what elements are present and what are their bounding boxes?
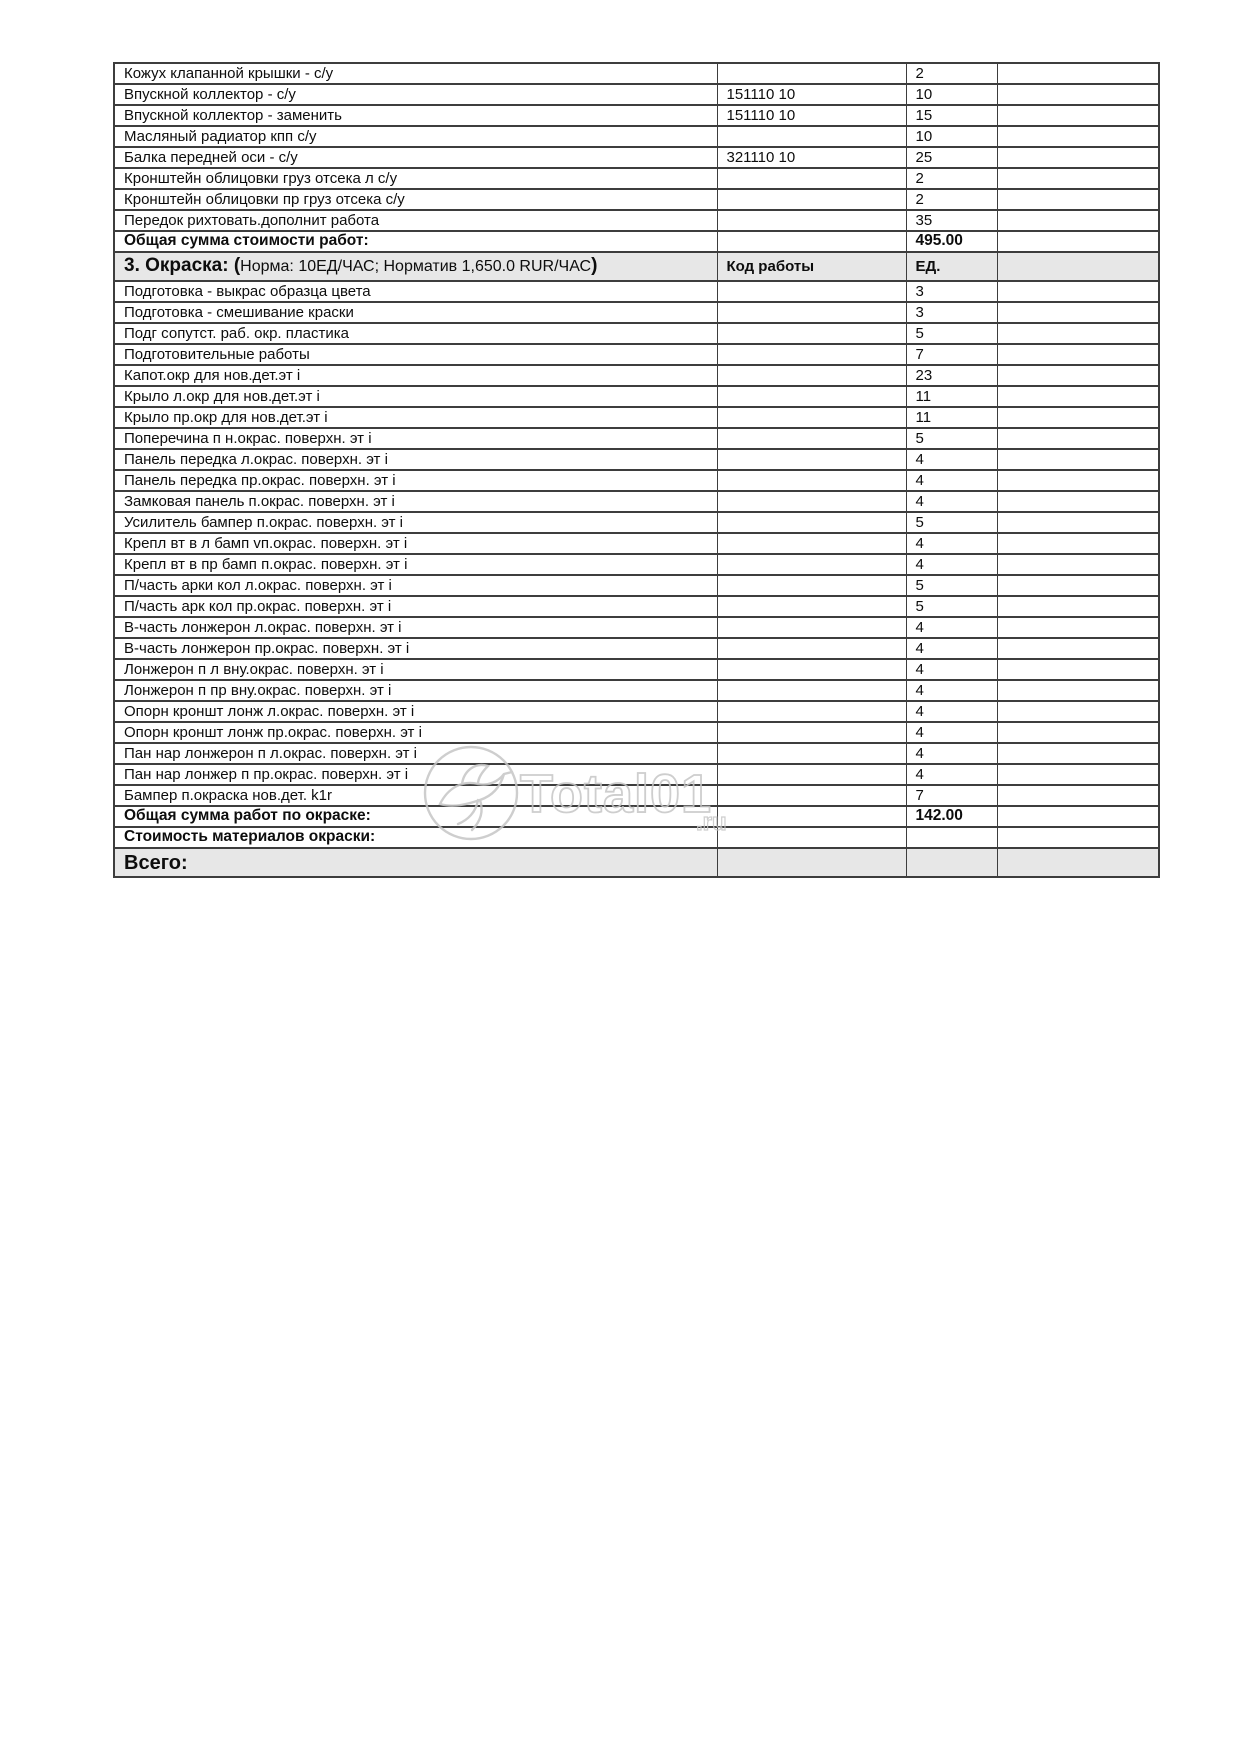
table-row — [114, 764, 1159, 785]
work-description-cell: Пан нар лонжер п пр.окрас. поверхн. эт i — [114, 764, 717, 785]
table-row — [114, 168, 1159, 189]
work-units-cell: 11 — [906, 407, 997, 428]
paint-total-extra-cell — [997, 806, 1159, 827]
work-extra-cell — [997, 386, 1159, 407]
extra-column-header — [997, 252, 1159, 281]
work-extra-cell — [997, 659, 1159, 680]
work-code-cell — [717, 126, 906, 147]
works-total-extra-cell — [997, 231, 1159, 252]
grand-total-extra-cell — [997, 848, 1159, 877]
work-extra-cell — [997, 105, 1159, 126]
work-code-cell — [717, 189, 906, 210]
work-code-cell — [717, 491, 906, 512]
table-row — [114, 302, 1159, 323]
work-units-cell: 4 — [906, 701, 997, 722]
work-description-cell: Замковая панель п.окрас. поверхн. эт i — [114, 491, 717, 512]
work-extra-cell — [997, 147, 1159, 168]
work-units-cell: 4 — [906, 638, 997, 659]
work-extra-cell — [997, 323, 1159, 344]
work-description-cell: Опорн кроншт лонж л.окрас. поверхн. эт i — [114, 701, 717, 722]
work-description-cell: Панель передка пр.окрас. поверхн. эт i — [114, 470, 717, 491]
work-units-cell: 4 — [906, 617, 997, 638]
table-row — [114, 84, 1159, 105]
work-extra-cell — [997, 638, 1159, 659]
paint-materials-value — [906, 827, 997, 848]
work-units-cell: 25 — [906, 147, 997, 168]
work-description-cell: П/часть арк кол пр.окрас. поверхн. эт i — [114, 596, 717, 617]
table-row — [114, 722, 1159, 743]
work-code-cell — [717, 743, 906, 764]
work-code-cell — [717, 302, 906, 323]
work-code-cell — [717, 785, 906, 806]
table-row — [114, 512, 1159, 533]
watermark-text: Total01 — [520, 764, 713, 824]
work-description-cell: Впускной коллектор - заменить — [114, 105, 717, 126]
work-code-cell — [717, 659, 906, 680]
work-extra-cell — [997, 722, 1159, 743]
units-column-header: ЕД. — [906, 252, 997, 281]
work-extra-cell — [997, 554, 1159, 575]
paint-section-title — [114, 252, 717, 281]
work-extra-cell — [997, 470, 1159, 491]
works-total-label: Общая сумма стоимости работ: — [114, 231, 717, 252]
work-units-cell: 3 — [906, 302, 997, 323]
work-extra-cell — [997, 84, 1159, 105]
work-code-cell — [717, 168, 906, 189]
work-units-cell: 4 — [906, 554, 997, 575]
work-extra-cell — [997, 449, 1159, 470]
work-units-cell: 4 — [906, 743, 997, 764]
work-code-cell: 151110 10 — [717, 84, 906, 105]
work-description-cell: Капот.окр для нов.дет.эт i — [114, 365, 717, 386]
paint-materials-code-cell — [717, 827, 906, 848]
table-row — [114, 659, 1159, 680]
work-units-cell: 3 — [906, 281, 997, 302]
grand-total-value — [906, 848, 997, 877]
work-description-cell: В-часть лонжерон л.окрас. поверхн. эт i — [114, 617, 717, 638]
table-row — [114, 210, 1159, 231]
work-units-cell: 5 — [906, 596, 997, 617]
work-units-cell: 4 — [906, 680, 997, 701]
work-extra-cell — [997, 210, 1159, 231]
paint-section-header-row — [114, 252, 1159, 281]
work-code-cell — [717, 344, 906, 365]
paint-materials-label: Стоимость материалов окраски: — [114, 827, 717, 848]
work-description-cell: Поперечина п н.окрас. поверхн. эт i — [114, 428, 717, 449]
table-row — [114, 575, 1159, 596]
paint-section-title-suffix: ) — [591, 255, 598, 277]
paint-section-title-prefix: 3. Окраска: ( — [124, 255, 241, 277]
table-row — [114, 785, 1159, 806]
table-row — [114, 189, 1159, 210]
work-units-cell: 4 — [906, 659, 997, 680]
table-row — [114, 386, 1159, 407]
work-code-cell — [717, 470, 906, 491]
work-units-cell: 5 — [906, 512, 997, 533]
work-code-cell — [717, 680, 906, 701]
work-description-cell: Подготовительные работы — [114, 344, 717, 365]
work-description-cell: Лонжерон п л вну.окрас. поверхн. эт i — [114, 659, 717, 680]
table-row — [114, 596, 1159, 617]
work-units-cell: 35 — [906, 210, 997, 231]
work-extra-cell — [997, 63, 1159, 84]
work-description-cell: Крыло пр.окр для нов.дет.эт i — [114, 407, 717, 428]
work-description-cell: Усилитель бампер п.окрас. поверхн. эт i — [114, 512, 717, 533]
work-code-cell — [717, 701, 906, 722]
paint-total-code-cell — [717, 806, 906, 827]
table-row — [114, 533, 1159, 554]
work-extra-cell — [997, 764, 1159, 785]
paint-materials-extra-cell — [997, 827, 1159, 848]
work-extra-cell — [997, 126, 1159, 147]
table-row — [114, 470, 1159, 491]
work-units-cell: 2 — [906, 168, 997, 189]
work-description-cell: Балка передней оси - с/у — [114, 147, 717, 168]
table-row — [114, 617, 1159, 638]
work-extra-cell — [997, 617, 1159, 638]
work-code-cell — [717, 596, 906, 617]
work-code-cell — [717, 533, 906, 554]
works-total-code-cell — [717, 231, 906, 252]
table-row — [114, 701, 1159, 722]
work-description-cell: Передок рихтовать.дополнит работа — [114, 210, 717, 231]
work-extra-cell — [997, 168, 1159, 189]
work-units-cell: 5 — [906, 428, 997, 449]
work-description-cell: Подг сопутст. раб. окр. пластика — [114, 323, 717, 344]
work-extra-cell — [997, 407, 1159, 428]
paint-total-value: 142.00 — [906, 806, 997, 827]
paint-total-label: Общая сумма работ по окраске: — [114, 806, 717, 827]
estimate-table — [113, 62, 1160, 878]
work-units-cell: 23 — [906, 365, 997, 386]
table-row — [114, 281, 1159, 302]
table-row — [114, 491, 1159, 512]
work-extra-cell — [997, 512, 1159, 533]
watermark-suffix: .ru — [696, 809, 727, 836]
work-description-cell: Кожух клапанной крышки - с/у — [114, 63, 717, 84]
work-units-cell: 4 — [906, 764, 997, 785]
work-code-cell — [717, 281, 906, 302]
work-units-cell: 15 — [906, 105, 997, 126]
table-row — [114, 126, 1159, 147]
grand-total-row — [114, 848, 1159, 877]
work-units-cell: 4 — [906, 470, 997, 491]
works-total-row — [114, 231, 1159, 252]
work-extra-cell — [997, 189, 1159, 210]
work-extra-cell — [997, 365, 1159, 386]
table-row — [114, 344, 1159, 365]
table-row — [114, 365, 1159, 386]
work-code-cell — [717, 554, 906, 575]
work-code-cell: 151110 10 — [717, 105, 906, 126]
work-description-cell: Пан нар лонжерон п л.окрас. поверхн. эт i — [114, 743, 717, 764]
table-row — [114, 323, 1159, 344]
work-code-cell — [717, 323, 906, 344]
work-code-cell — [717, 575, 906, 596]
work-units-cell: 10 — [906, 126, 997, 147]
work-extra-cell — [997, 344, 1159, 365]
work-description-cell: Опорн кроншт лонж пр.окрас. поверхн. эт i — [114, 722, 717, 743]
work-description-cell: Кронштейн облицовки пр груз отсека с/у — [114, 189, 717, 210]
work-description-cell: П/часть арки кол л.окрас. поверхн. эт i — [114, 575, 717, 596]
work-units-cell: 7 — [906, 344, 997, 365]
work-description-cell: Крыло л.окр для нов.дет.эт i — [114, 386, 717, 407]
paint-materials-row — [114, 827, 1159, 848]
table-row — [114, 680, 1159, 701]
work-units-cell: 4 — [906, 491, 997, 512]
paint-section-title-norm: Норма: 10ЕД/ЧАС; Норматив 1,650.0 RUR/ЧАС — [240, 258, 592, 276]
work-code-cell — [717, 210, 906, 231]
work-extra-cell — [997, 533, 1159, 554]
work-units-cell: 11 — [906, 386, 997, 407]
work-extra-cell — [997, 596, 1159, 617]
work-code-cell — [717, 764, 906, 785]
work-extra-cell — [997, 743, 1159, 764]
work-units-cell: 5 — [906, 575, 997, 596]
grand-total-code-cell — [717, 848, 906, 877]
work-units-cell: 4 — [906, 722, 997, 743]
table-row — [114, 449, 1159, 470]
work-units-cell: 10 — [906, 84, 997, 105]
work-code-cell — [717, 365, 906, 386]
work-units-cell: 2 — [906, 63, 997, 84]
work-extra-cell — [997, 428, 1159, 449]
work-description-cell: Подготовка - выкрас образца цвета — [114, 281, 717, 302]
work-description-cell: Бампер п.окраска нов.дет. k1r — [114, 785, 717, 806]
work-description-cell: Лонжерон п пр вну.окрас. поверхн. эт i — [114, 680, 717, 701]
work-extra-cell — [997, 302, 1159, 323]
estimate-table-body — [114, 63, 1159, 877]
work-units-cell: 7 — [906, 785, 997, 806]
work-code-cell — [717, 407, 906, 428]
work-units-cell: 4 — [906, 449, 997, 470]
work-code-cell — [717, 638, 906, 659]
work-extra-cell — [997, 575, 1159, 596]
estimate-document — [113, 62, 1158, 878]
table-row — [114, 638, 1159, 659]
work-description-cell: Масляный радиатор кпп с/у — [114, 126, 717, 147]
work-extra-cell — [997, 281, 1159, 302]
work-extra-cell — [997, 701, 1159, 722]
work-code-cell — [717, 449, 906, 470]
table-row — [114, 63, 1159, 84]
work-code-cell — [717, 63, 906, 84]
grand-total-label: Всего: — [114, 848, 717, 877]
work-code-cell — [717, 722, 906, 743]
paint-total-row — [114, 806, 1159, 827]
work-extra-cell — [997, 680, 1159, 701]
work-units-cell: 4 — [906, 533, 997, 554]
works-total-value: 495.00 — [906, 231, 997, 252]
table-row — [114, 428, 1159, 449]
work-code-cell: 321110 10 — [717, 147, 906, 168]
work-units-cell: 5 — [906, 323, 997, 344]
work-code-cell — [717, 512, 906, 533]
work-code-column-header: Код работы — [717, 252, 906, 281]
table-row — [114, 147, 1159, 168]
work-description-cell: Кронштейн облицовки груз отсека л с/у — [114, 168, 717, 189]
work-description-cell: Крепл вт в пр бамп п.окрас. поверхн. эт i — [114, 554, 717, 575]
work-code-cell — [717, 428, 906, 449]
table-row — [114, 554, 1159, 575]
work-extra-cell — [997, 785, 1159, 806]
table-row — [114, 743, 1159, 764]
work-description-cell: Крепл вт в л бамп vп.окрас. поверхн. эт i — [114, 533, 717, 554]
work-description-cell: В-часть лонжерон пр.окрас. поверхн. эт i — [114, 638, 717, 659]
work-description-cell: Панель передка л.окрас. поверхн. эт i — [114, 449, 717, 470]
work-description-cell: Впускной коллектор - с/у — [114, 84, 717, 105]
table-row — [114, 105, 1159, 126]
work-description-cell: Подготовка - смешивание краски — [114, 302, 717, 323]
table-row — [114, 407, 1159, 428]
work-code-cell — [717, 617, 906, 638]
work-units-cell: 2 — [906, 189, 997, 210]
work-code-cell — [717, 386, 906, 407]
work-extra-cell — [997, 491, 1159, 512]
